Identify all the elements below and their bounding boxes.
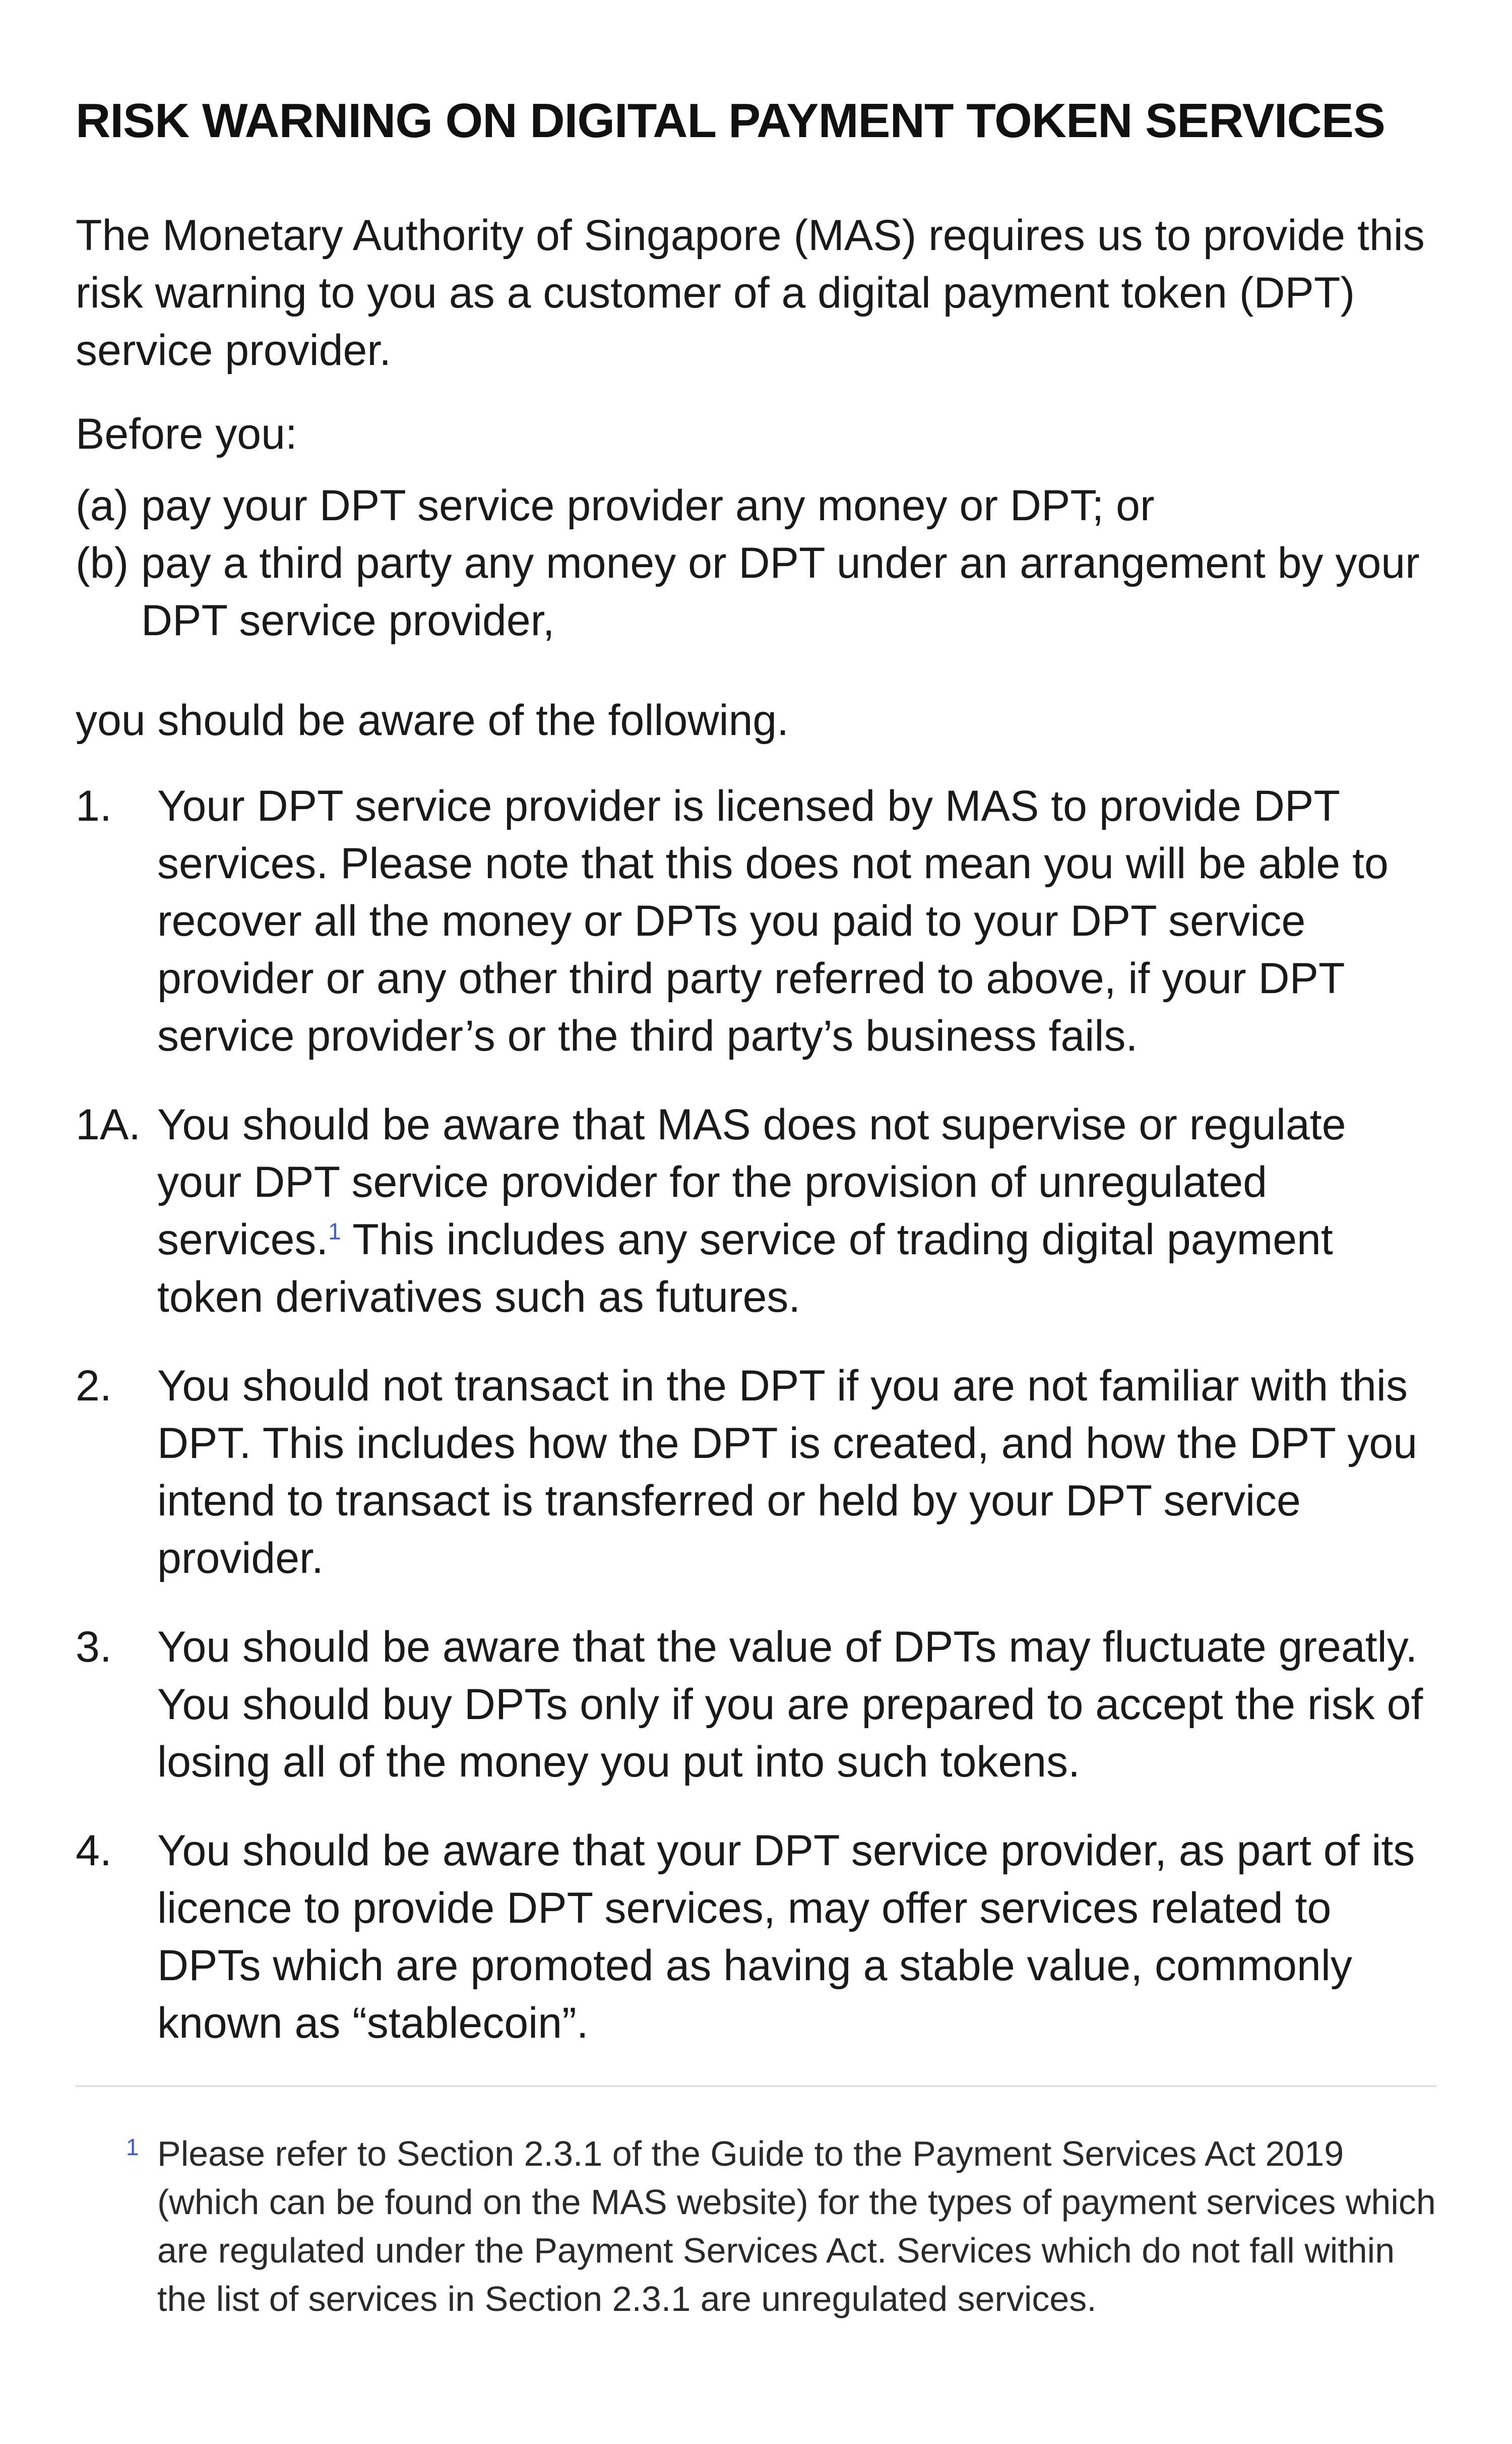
warning-item-number: 3.	[76, 1623, 112, 1671]
warning-item	[76, 777, 1436, 1065]
warning-item	[76, 1096, 1436, 1326]
warning-item-text: Your DPT service provider is licensed by MAS to provide DPT services. Please note that this does not mean you will be able to recover all the money or DPTs you paid to your DPT service provider or any other third party referred to above, if your DPT service provider’s or the third party’s business fails.	[157, 782, 1389, 1060]
footnote-divider	[76, 2085, 1436, 2087]
warning-item-text: You should be aware that the value of DPTs may fluctuate greatly. You should buy DPTs only if you are prepared to accept the risk of losing all of the money you put into such tokens.	[157, 1623, 1423, 1786]
warning-item-text-before: You should be aware that MAS does not supervise or regulate your DPT service provider for the provision of unregulated services.	[157, 1101, 1346, 1264]
warning-items-list	[76, 777, 1436, 2052]
warning-item	[76, 1822, 1436, 2052]
footnote-reference-link[interactable]: 1	[328, 1218, 341, 1245]
before-you-label: Before you:	[76, 410, 297, 458]
condition-text: pay your DPT service provider any money or DPT; or	[141, 481, 1155, 530]
aware-paragraph: you should be aware of the following.	[76, 696, 789, 745]
intro-paragraph: The Monetary Authority of Singapore (MAS) requires us to provide this risk warning to you as a customer of a digital payment token (DPT) service provider.	[76, 211, 1425, 375]
warning-item-number: 1.	[76, 782, 112, 830]
conditions-list	[76, 477, 1436, 649]
condition-marker: (a)	[76, 481, 129, 530]
footnote	[76, 2129, 1436, 2323]
warning-item	[76, 1618, 1436, 1791]
condition-text: pay a third party any money or DPT under an arrangement by your DPT service provider,	[141, 539, 1420, 645]
condition-marker: (b)	[76, 539, 129, 587]
condition-item	[76, 477, 1436, 534]
footnote-text: Please refer to Section 2.3.1 of the Guide to the Payment Services Act 2019 (which can be found on the MAS website) for the types of payment services which are regulated under the Payment Services Act. Services which do not fall within the list of services in Section 2.3.1 are unregulated services.	[157, 2134, 1436, 2318]
warning-item-number: 2.	[76, 1362, 112, 1410]
warning-item-text: You should not transact in the DPT if you are not familiar with this DPT. This includes how the DPT is created, and how the DPT you intend to transact is transferred or held by your DPT service provider.	[157, 1362, 1418, 1582]
warning-item-text: You should be aware that your DPT service provider, as part of its licence to provide DPT services, may offer services related to DPTs which are promoted as having a stable value, commonly known as “stablecoin”.	[157, 1826, 1415, 2047]
document-title: RISK WARNING ON DIGITAL PAYMENT TOKEN SERVICES	[76, 94, 1385, 148]
warning-item-text	[157, 1096, 1436, 1326]
warning-item	[76, 1357, 1436, 1587]
warning-item-text-after: This includes any service of trading digital payment token derivatives such as futures.	[157, 1215, 1333, 1321]
warning-item-number: 1A.	[76, 1101, 141, 1149]
condition-item	[76, 534, 1436, 649]
warning-item-number: 4.	[76, 1826, 112, 1875]
footnote-marker: 1	[126, 2134, 139, 2160]
